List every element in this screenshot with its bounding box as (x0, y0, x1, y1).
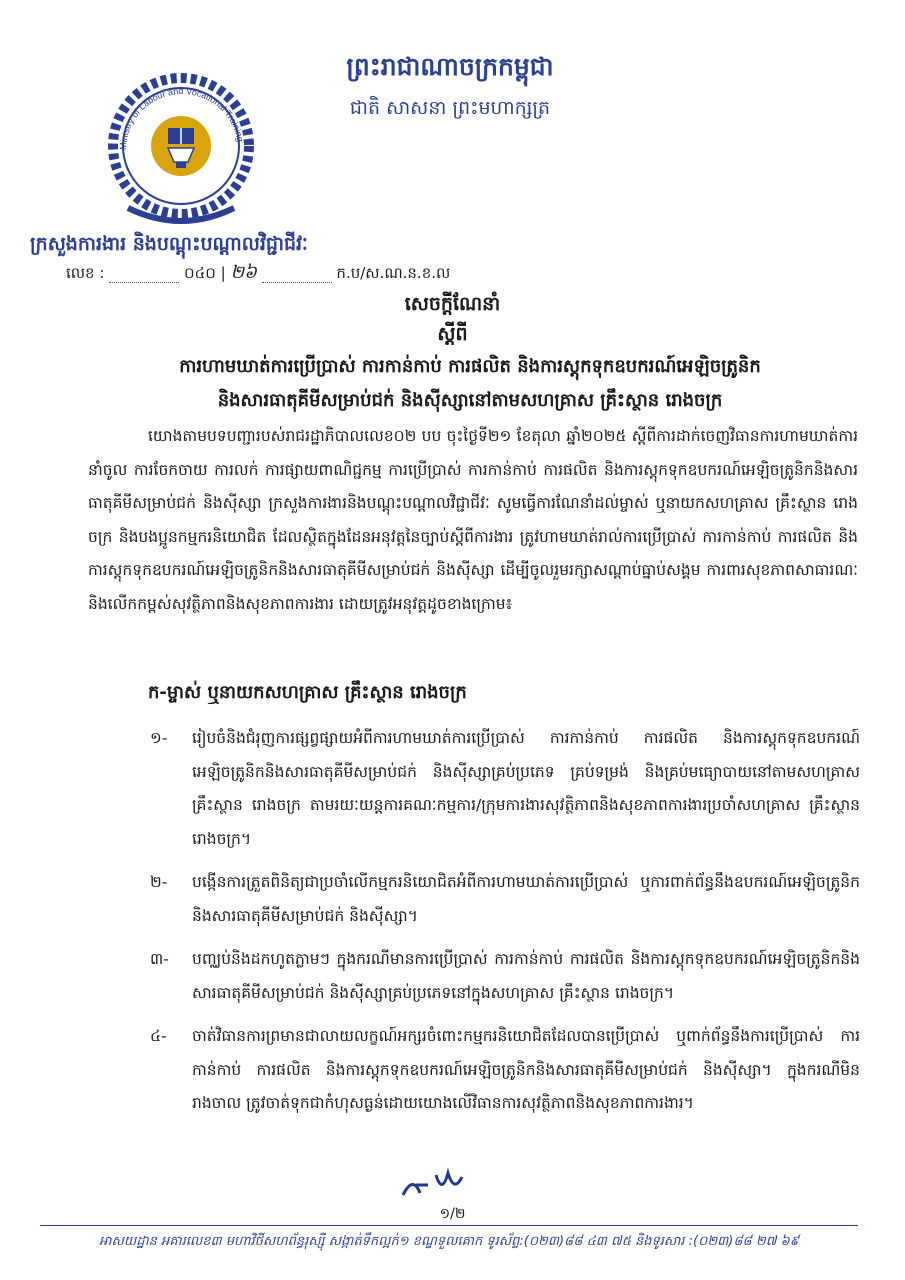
intro-paragraph: យោងតាមបទបញ្ជារបស់រាជរដ្ឋាភិបាលលេខ០២ បប ចុះថ្ងៃទី២១ ខែតុលា ឆ្នាំ២០២៥ ស្តីពីការដាក់ចេញវិធានការហាមឃាត់ការនាំចូល ការចែកចាយ ការលក់ ការផ្សាយពាណិជ្ជកម្ម ការប្រើប្រាស់ ការកាន់កាប់ ការផលិត និងការស្តុកទុកឧបករណ៍អេឡិចត្រូនិកនិងសារធាតុគីមីសម្រាប់ជក់ និងស៊ីស្សា ក្រសួងការងារនិងបណ្តុះបណ្តាលវិជ្ជាជីវៈ សូមធ្វើការណែនាំដល់ម្ចាស់ ឬនាយកសហគ្រាស គ្រឹះស្ថាន រោងចក្រ និងបងប្អូនកម្មករនិយោជិត ដែលស្ថិតក្នុងដែនអនុវត្តនៃច្បាប់ស្តីពីការងារ ត្រូវហាមឃាត់រាល់ការប្រើប្រាស់ ការកាន់កាប់ ការផលិត និងការស្តុកទុកឧបករណ៍អេឡិចត្រូនិកនិងសារធាតុគីមីសម្រាប់ជក់ និងស៊ីស្សា ដើម្បីចូលរួមរក្សាសណ្តាប់ធ្នាប់សង្គម ការពារសុខភាពសាធារណៈ និងលើកកម្ពស់សុវត្ថិភាពនិងសុខភាពការងារ ដោយត្រូវអនុវត្តដូចខាងក្រោម៖ (88, 427, 858, 613)
ministry-name: ក្រសួងការងារ និងបណ្តុះបណ្តាលវិជ្ជាជីវៈ (30, 233, 308, 255)
list-item (150, 866, 860, 933)
ref-handwritten: ២៦ (230, 262, 257, 283)
section-a-items (150, 722, 860, 1131)
page-number: ១/២ (439, 1206, 466, 1222)
footer-address: អាសយដ្ឋាន អគារលេខ៣ មហាវិថីសហព័ន្ធរុស្ស៊ី សង្កាត់ទឹកល្អក់១ ខណ្ឌទួលគោក ទូរស័ព្ទ:(០២៣)៨៨ ៤៣ ៧៥ និងទូរសារ :(០២៣)៨៨ ២៧ ៦៩ (99, 1234, 799, 1249)
kingdom-title: ព្រះរាជាណាចក្រកម្ពុជា (346, 52, 554, 81)
subject-line-1: ការហាមឃាត់ការប្រើប្រាស់ ការកាន់កាប់ ការផលិត និងការស្តុកទុកឧបករណ៍អេឡិចត្រូនិក (179, 356, 761, 377)
svg-text:Ministry of Labour and Vocatio: Ministry of Labour and Vocational Training (117, 85, 246, 151)
document-about: ស្តីពី (437, 323, 468, 345)
list-item (150, 943, 860, 1010)
list-item (150, 1020, 860, 1121)
document-type: សេចក្តីណែនាំ (404, 293, 501, 315)
reference-line: លេខ : ០៤០ | ២៦ ក.ប/ស.ណ.ន.ខ.ល (66, 262, 451, 283)
item-text: រៀបចំនិងជំរុញការផ្សព្វផ្សាយអំពីការហាមឃាត់ការប្រើប្រាស់ ការកាន់កាប់ ការផលិត និងការស្តុកទុកឧបករណ៍អេឡិចត្រូនិកនិងសារធាតុគីមីសម្រាប់ជក់ និងស៊ីស្សាគ្រប់ប្រភេទ គ្រប់ទម្រង់ និងគ្រប់មធ្យោបាយនៅតាមសហគ្រាស គ្រឹះស្ថាន រោងចក្រ តាមរយៈយន្តការគណៈកម្មការ/ក្រុមការងារសុវត្ថិភាពនិងសុខភាពការងារប្រចាំសហគ្រាស គ្រឹះស្ថាន រោងចក្រ។ (192, 729, 860, 848)
item-text: បញ្ឈប់និងដកហូតភ្លាមៗ ក្នុងករណីមានការប្រើប្រាស់ ការកាន់កាប់ ការផលិត និងការស្តុកទុកឧបករណ៍អេឡិចត្រូនិកនិងសារធាតុគីមីសម្រាប់ជក់ និងស៊ីស្សាគ្រប់ប្រភេទនៅក្នុងសហគ្រាស គ្រឹះស្ថាន រោងចក្រ។ (192, 950, 860, 1002)
item-number: ២- (150, 873, 168, 891)
item-text: ចាត់វិធានការព្រមានជាលាយលក្ខណ៍អក្សរចំពោះកម្មករនិយោជិតដែលបានប្រើប្រាស់ ឬពាក់ព័ន្ធនឹងការប្រើប្រាស់ ការកាន់កាប់ ការផលិត និងការស្តុកទុកឧបករណ៍អេឡិចត្រូនិកនិងសារធាតុគីមីសម្រាប់ជក់ និងស៊ីស្សា។ ក្នុងករណីមិនរាងចាល ត្រូវចាត់ទុកជាកំហុសធ្ងន់ដោយយោងលើវិធានការសុវត្ថិភាពនិងសុខភាពការងារ។ (192, 1027, 860, 1112)
list-item (150, 722, 860, 856)
national-motto: ជាតិ សាសនា ព្រះមហាក្សត្រ (349, 97, 551, 119)
item-number: ៣- (150, 950, 169, 968)
ministry-logo (88, 58, 274, 234)
footer-divider (40, 1225, 858, 1226)
item-text: បង្កើនការត្រួតពិនិត្យជាប្រចាំលើកម្មករនិយោជិតអំពីការហាមឃាត់ការប្រើប្រាស់ ឬការពាក់ព័ន្ធនឹងឧបករណ៍អេឡិចត្រូនិកនិងសារធាតុគីមីសម្រាប់ជក់ និងស៊ីស្សា។ (192, 873, 860, 925)
section-a-title: ក-ម្ចាស់ ឬនាយកសហគ្រាស គ្រឹះស្ថាន រោងចក្រ (148, 682, 467, 703)
initials-signature (398, 1165, 468, 1203)
kingdom-header (300, 52, 600, 124)
ref-number: ០៤០ (183, 264, 216, 282)
item-number: ១- (150, 729, 168, 747)
ref-suffix: ក.ប/ស.ណ.ន.ខ.ល (336, 264, 451, 282)
document-subject (90, 350, 850, 418)
ref-label: លេខ (66, 264, 95, 282)
item-number: ៤- (150, 1027, 167, 1045)
subject-line-2: និងសារធាតុគីមីសម្រាប់ជក់ និងស៊ីស្សានៅតាមសហគ្រាស គ្រឹះស្ថាន រោងចក្រ (217, 390, 723, 411)
